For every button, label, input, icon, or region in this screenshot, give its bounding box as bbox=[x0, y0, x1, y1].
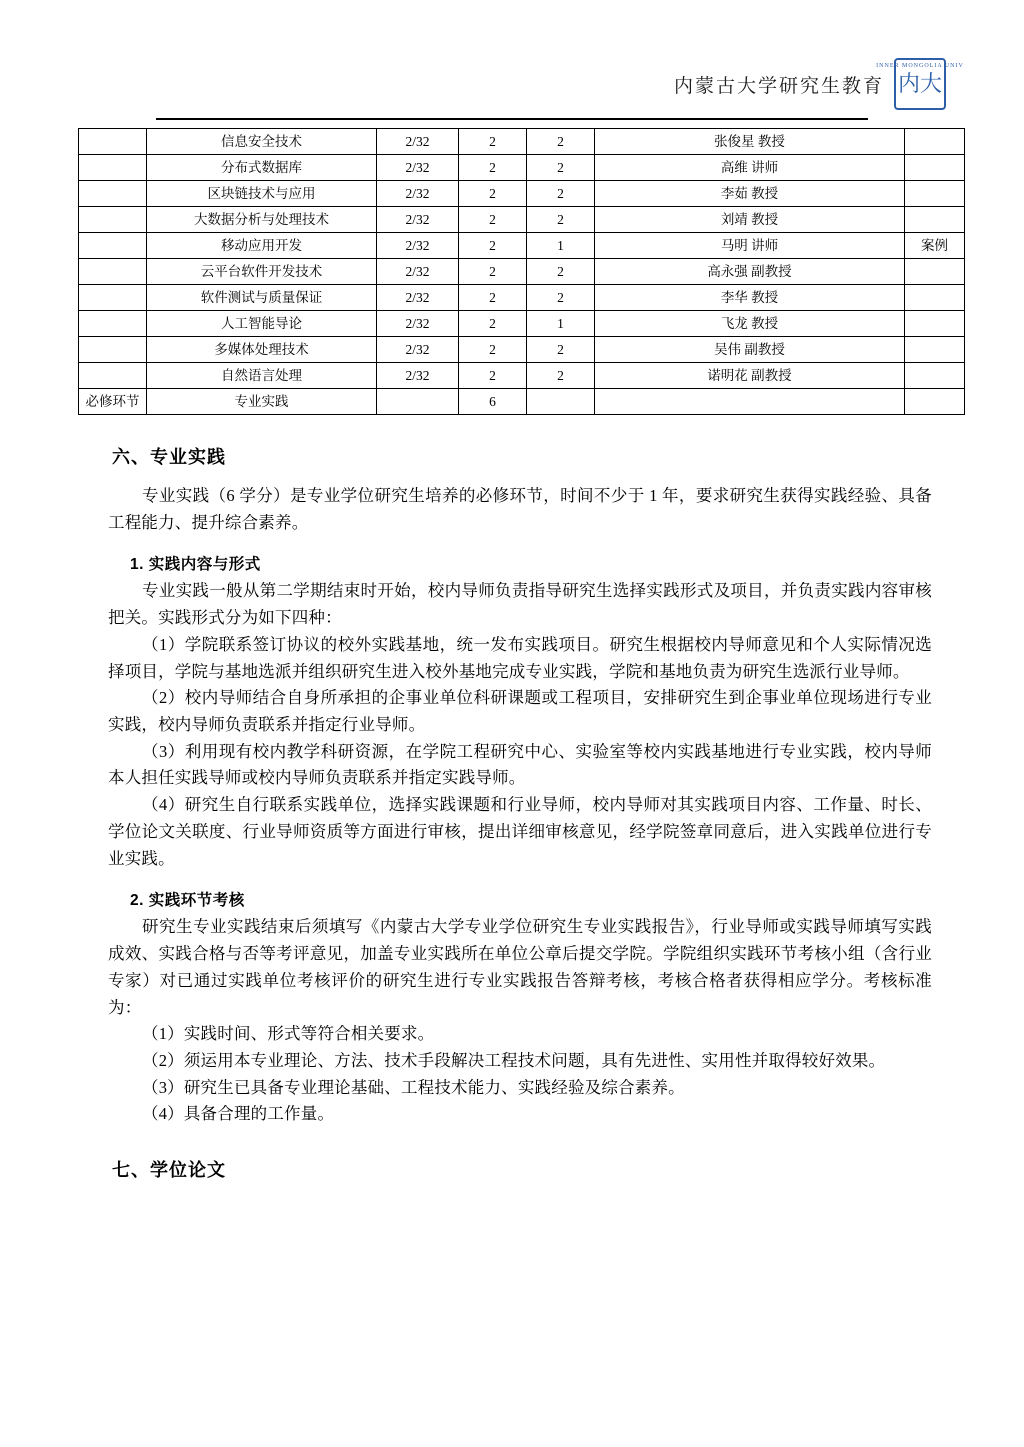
cell-hours bbox=[377, 389, 459, 415]
university-seal-icon bbox=[876, 58, 964, 110]
cell-hours: 2/32 bbox=[377, 311, 459, 337]
cell-credit: 2 bbox=[459, 233, 527, 259]
paragraph: （2）须运用本专业理论、方法、技术手段解决工程技术问题，具有先进性、实用性并取得较好效果。 bbox=[142, 1050, 886, 1070]
cell-note bbox=[905, 155, 965, 181]
paragraph: （3）利用现有校内教学科研资源，在学院工程研究中心、实验室等校内实践基地进行专业实践，校内导师本人担任实践导师或校内导师负责联系并指定实践导师。 bbox=[108, 741, 932, 788]
table-row bbox=[79, 311, 965, 337]
section-6-intro: 专业实践（6 学分）是专业学位研究生培养的必修环节，时间不少于 1 年，要求研究生获得实践经验、具备工程能力、提升综合素养。 bbox=[108, 486, 932, 532]
cell-note bbox=[905, 259, 965, 285]
course-table bbox=[78, 128, 965, 415]
cell-term: 2 bbox=[527, 363, 595, 389]
cell-term: 2 bbox=[527, 129, 595, 155]
cell-credit: 2 bbox=[459, 337, 527, 363]
cell-term: 1 bbox=[527, 311, 595, 337]
cell-teacher: 飞龙 教授 bbox=[595, 311, 905, 337]
cell-note bbox=[905, 337, 965, 363]
cell-hours: 2/32 bbox=[377, 285, 459, 311]
cell-category: 必修环节 bbox=[79, 389, 147, 415]
header-brand bbox=[673, 58, 964, 110]
cell-credit: 2 bbox=[459, 155, 527, 181]
cell-name: 区块链技术与应用 bbox=[147, 181, 377, 207]
table-row bbox=[79, 259, 965, 285]
cell-name: 云平台软件开发技术 bbox=[147, 259, 377, 285]
cell-category bbox=[79, 233, 147, 259]
cell-credit: 2 bbox=[459, 207, 527, 233]
cell-category bbox=[79, 207, 147, 233]
cell-hours: 2/32 bbox=[377, 363, 459, 389]
cell-credit: 2 bbox=[459, 129, 527, 155]
table-row bbox=[79, 285, 965, 311]
cell-name: 自然语言处理 bbox=[147, 363, 377, 389]
cell-credit: 2 bbox=[459, 259, 527, 285]
page-header bbox=[78, 0, 964, 120]
paragraph: 研究生专业实践结束后须填写《内蒙古大学专业学位研究生专业实践报告》，行业导师或实践导师填写实践成效、实践合格与否等考评意见，加盖专业实践所在单位公章后提交学院。学院组织实践环节考核小组（含行业专家）对已通过实践单位考核评价的研究生进行专业实践报告答辩考核，考核合格者获得相应学分。考核标准为： bbox=[108, 917, 932, 1017]
subsection-6-1-body bbox=[108, 578, 932, 872]
cell-term bbox=[527, 389, 595, 415]
cell-term: 2 bbox=[527, 259, 595, 285]
cell-teacher: 李茹 教授 bbox=[595, 181, 905, 207]
subsection-6-2-body bbox=[108, 914, 932, 1128]
cell-credit: 2 bbox=[459, 363, 527, 389]
cell-hours: 2/32 bbox=[377, 129, 459, 155]
cell-term: 2 bbox=[527, 181, 595, 207]
cell-category bbox=[79, 155, 147, 181]
table-row bbox=[79, 181, 965, 207]
cell-credit: 2 bbox=[459, 285, 527, 311]
section-heading-6: 六、专业实践 bbox=[112, 447, 226, 467]
cell-teacher: 高永强 副教授 bbox=[595, 259, 905, 285]
table-row bbox=[79, 207, 965, 233]
cell-term: 2 bbox=[527, 337, 595, 363]
cell-teacher: 张俊星 教授 bbox=[595, 129, 905, 155]
cell-category bbox=[79, 363, 147, 389]
cell-teacher: 诺明花 副教授 bbox=[595, 363, 905, 389]
course-table-body bbox=[79, 129, 965, 415]
cell-name: 分布式数据库 bbox=[147, 155, 377, 181]
cell-name: 大数据分析与处理技术 bbox=[147, 207, 377, 233]
paragraph: （2）校内导师结合自身所承担的企事业单位科研课题或工程项目，安排研究生到企事业单位现场进行专业实践，校内导师负责联系并指定行业导师。 bbox=[108, 688, 932, 735]
table-row-required bbox=[79, 389, 965, 415]
cell-note bbox=[905, 129, 965, 155]
subsection-heading-6-2: 2. 实践环节考核 bbox=[130, 892, 245, 910]
cell-note bbox=[905, 285, 965, 311]
cell-hours: 2/32 bbox=[377, 207, 459, 233]
section-heading-7: 七、学位论文 bbox=[112, 1160, 226, 1181]
cell-term: 2 bbox=[527, 285, 595, 311]
cell-term: 2 bbox=[527, 207, 595, 233]
cell-teacher: 刘靖 教授 bbox=[595, 207, 905, 233]
paragraph: 专业实践一般从第二学期结束时开始，校内导师负责指导研究生选择实践形式及项目，并负责实践内容审核把关。实践形式分为如下四种： bbox=[108, 581, 932, 628]
table-row bbox=[79, 129, 965, 155]
cell-name: 移动应用开发 bbox=[147, 233, 377, 259]
cell-teacher bbox=[595, 389, 905, 415]
seal-arc-text: INNER MONGOLIA UNIV bbox=[876, 63, 964, 69]
paragraph: （1）实践时间、形式等符合相关要求。 bbox=[142, 1024, 435, 1044]
cell-note bbox=[905, 389, 965, 415]
cell-term: 2 bbox=[527, 155, 595, 181]
subsection-heading-6-1: 1. 实践内容与形式 bbox=[130, 556, 261, 574]
cell-note bbox=[905, 207, 965, 233]
cell-hours: 2/32 bbox=[377, 259, 459, 285]
cell-credit: 2 bbox=[459, 181, 527, 207]
cell-teacher: 李华 教授 bbox=[595, 285, 905, 311]
cell-name: 人工智能导论 bbox=[147, 311, 377, 337]
cell-category bbox=[79, 259, 147, 285]
cell-category bbox=[79, 285, 147, 311]
cell-name: 专业实践 bbox=[147, 389, 377, 415]
cell-teacher: 马明 讲师 bbox=[595, 233, 905, 259]
paragraph: （4）研究生自行联系实践单位，选择实践课题和行业导师，校内导师对其实践项目内容、工作量、时长、学位论文关联度、行业导师资质等方面进行审核，提出详细审核意见，经学院签章同意后，进入实践单位进行专业实践。 bbox=[108, 795, 932, 868]
cell-note bbox=[905, 181, 965, 207]
cell-category bbox=[79, 181, 147, 207]
cell-name: 软件测试与质量保证 bbox=[147, 285, 377, 311]
paragraph: （4）具备合理的工作量。 bbox=[142, 1104, 335, 1124]
header-divider bbox=[156, 118, 868, 120]
cell-name: 多媒体处理技术 bbox=[147, 337, 377, 363]
paragraph: （3）研究生已具备专业理论基础、工程技术能力、实践经验及综合素养。 bbox=[142, 1077, 685, 1097]
section-6-body bbox=[108, 483, 932, 536]
cell-category bbox=[79, 311, 147, 337]
table-row bbox=[79, 233, 965, 259]
seal-center-text: 内大 bbox=[897, 71, 942, 96]
cell-note bbox=[905, 311, 965, 337]
cell-credit: 2 bbox=[459, 311, 527, 337]
cell-hours: 2/32 bbox=[377, 233, 459, 259]
cell-hours: 2/32 bbox=[377, 337, 459, 363]
header-title: 内蒙古大学研究生教育 bbox=[673, 75, 884, 97]
cell-category bbox=[79, 337, 147, 363]
table-row bbox=[79, 155, 965, 181]
cell-note bbox=[905, 363, 965, 389]
table-row bbox=[79, 363, 965, 389]
cell-teacher: 吴伟 副教授 bbox=[595, 337, 905, 363]
cell-category bbox=[79, 129, 147, 155]
cell-credit: 6 bbox=[459, 389, 527, 415]
paragraph: （1）学院联系签订协议的校外实践基地，统一发布实践项目。研究生根据校内导师意见和个人实际情况选择项目，学院与基地选派并组织研究生进入校外基地完成专业实践，学院和基地负责为研究生选派行业导师。 bbox=[108, 634, 932, 681]
cell-name: 信息安全技术 bbox=[147, 129, 377, 155]
cell-teacher: 高维 讲师 bbox=[595, 155, 905, 181]
cell-note: 案例 bbox=[905, 233, 965, 259]
cell-hours: 2/32 bbox=[377, 181, 459, 207]
cell-term: 1 bbox=[527, 233, 595, 259]
table-row bbox=[79, 337, 965, 363]
cell-hours: 2/32 bbox=[377, 155, 459, 181]
